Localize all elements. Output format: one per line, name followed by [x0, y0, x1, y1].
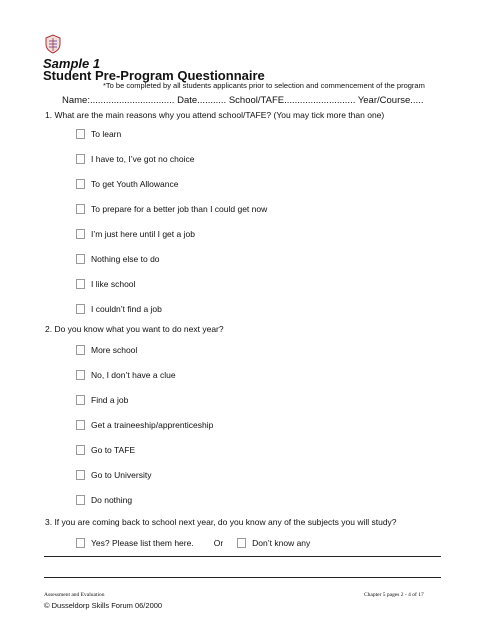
- option-label: No, I don’t have a clue: [91, 370, 176, 380]
- applicant-details-line: Name:................................ Date........... School/TAFE........................... Year/Course.....: [62, 95, 424, 106]
- option-label: To get Youth Allowance: [91, 179, 179, 189]
- option-label: More school: [91, 345, 138, 355]
- option-label: Find a job: [91, 395, 129, 405]
- q1-option[interactable]: [76, 254, 160, 264]
- completion-note: *To be completed by all students applicants prior to selection and commencement of the program: [103, 81, 425, 90]
- option-label: I’m just here until I get a job: [91, 229, 195, 239]
- q2-option[interactable]: [76, 395, 128, 405]
- checkbox[interactable]: [76, 495, 85, 505]
- question-2: 2. Do you know what you want to do next year?: [45, 324, 224, 334]
- q3-options: [76, 538, 310, 548]
- checkbox[interactable]: [76, 154, 85, 164]
- copyright: © Dusseldorp Skills Forum 06/2000: [44, 601, 163, 610]
- q2-option[interactable]: [76, 345, 137, 355]
- checkbox[interactable]: [76, 129, 85, 139]
- option-label: Nothing else to do: [91, 254, 160, 264]
- checkbox[interactable]: [76, 395, 85, 405]
- q1-option[interactable]: [76, 129, 121, 139]
- footer-page-info: Chapter 5 pages 2 - 4 of 17: [364, 592, 424, 598]
- q2-option[interactable]: [76, 445, 135, 455]
- option-label: Go to University: [91, 470, 152, 480]
- answer-line[interactable]: [44, 577, 441, 578]
- question-3: 3. If you are coming back to school next year, do you know any of the subjects you will study?: [45, 517, 397, 527]
- q1-option[interactable]: [76, 179, 178, 189]
- checkbox[interactable]: [76, 304, 85, 314]
- or-label: Or: [213, 538, 224, 548]
- q2-option[interactable]: [76, 470, 151, 480]
- footer-section: Assessment and Evaluation: [44, 592, 105, 598]
- option-label: To learn: [91, 129, 122, 139]
- q2-option[interactable]: [76, 370, 176, 380]
- checkbox[interactable]: [76, 445, 85, 455]
- checkbox[interactable]: [76, 470, 85, 480]
- checkbox[interactable]: [76, 229, 85, 239]
- option-label: Get a traineeship/apprenticeship: [91, 420, 214, 430]
- option-label: Do nothing: [91, 495, 133, 505]
- option-label: I have to, I’ve got no choice: [91, 154, 195, 164]
- option-yes-label: Yes? Please list them here.: [91, 538, 194, 548]
- q2-option[interactable]: [76, 495, 132, 505]
- checkbox[interactable]: [76, 254, 85, 264]
- q1-option[interactable]: [76, 279, 135, 289]
- option-label: To prepare for a better job than I could get now: [91, 204, 268, 214]
- checkbox-no[interactable]: [237, 538, 246, 548]
- checkbox[interactable]: [76, 279, 85, 289]
- answer-line[interactable]: [44, 556, 441, 557]
- option-no-label: Don’t know any: [252, 538, 311, 548]
- page-title: Student Pre-Program Questionnaire: [43, 68, 265, 83]
- logo-icon: [44, 34, 62, 54]
- checkbox[interactable]: [76, 179, 85, 189]
- question-1: 1. What are the main reasons why you attend school/TAFE? (You may tick more than one): [45, 110, 385, 120]
- checkbox-yes[interactable]: [76, 538, 85, 548]
- option-label: Go to TAFE: [91, 445, 136, 455]
- q1-option[interactable]: [76, 229, 195, 239]
- checkbox[interactable]: [76, 345, 85, 355]
- q1-option[interactable]: [76, 154, 194, 164]
- checkbox[interactable]: [76, 420, 85, 430]
- q1-option[interactable]: [76, 204, 267, 214]
- option-label: I like school: [91, 279, 136, 289]
- q2-option[interactable]: [76, 420, 213, 430]
- option-label: I couldn’t find a job: [91, 304, 162, 314]
- sample-label: Sample 1: [43, 56, 101, 71]
- q1-option[interactable]: [76, 304, 162, 314]
- checkbox[interactable]: [76, 370, 85, 380]
- checkbox[interactable]: [76, 204, 85, 214]
